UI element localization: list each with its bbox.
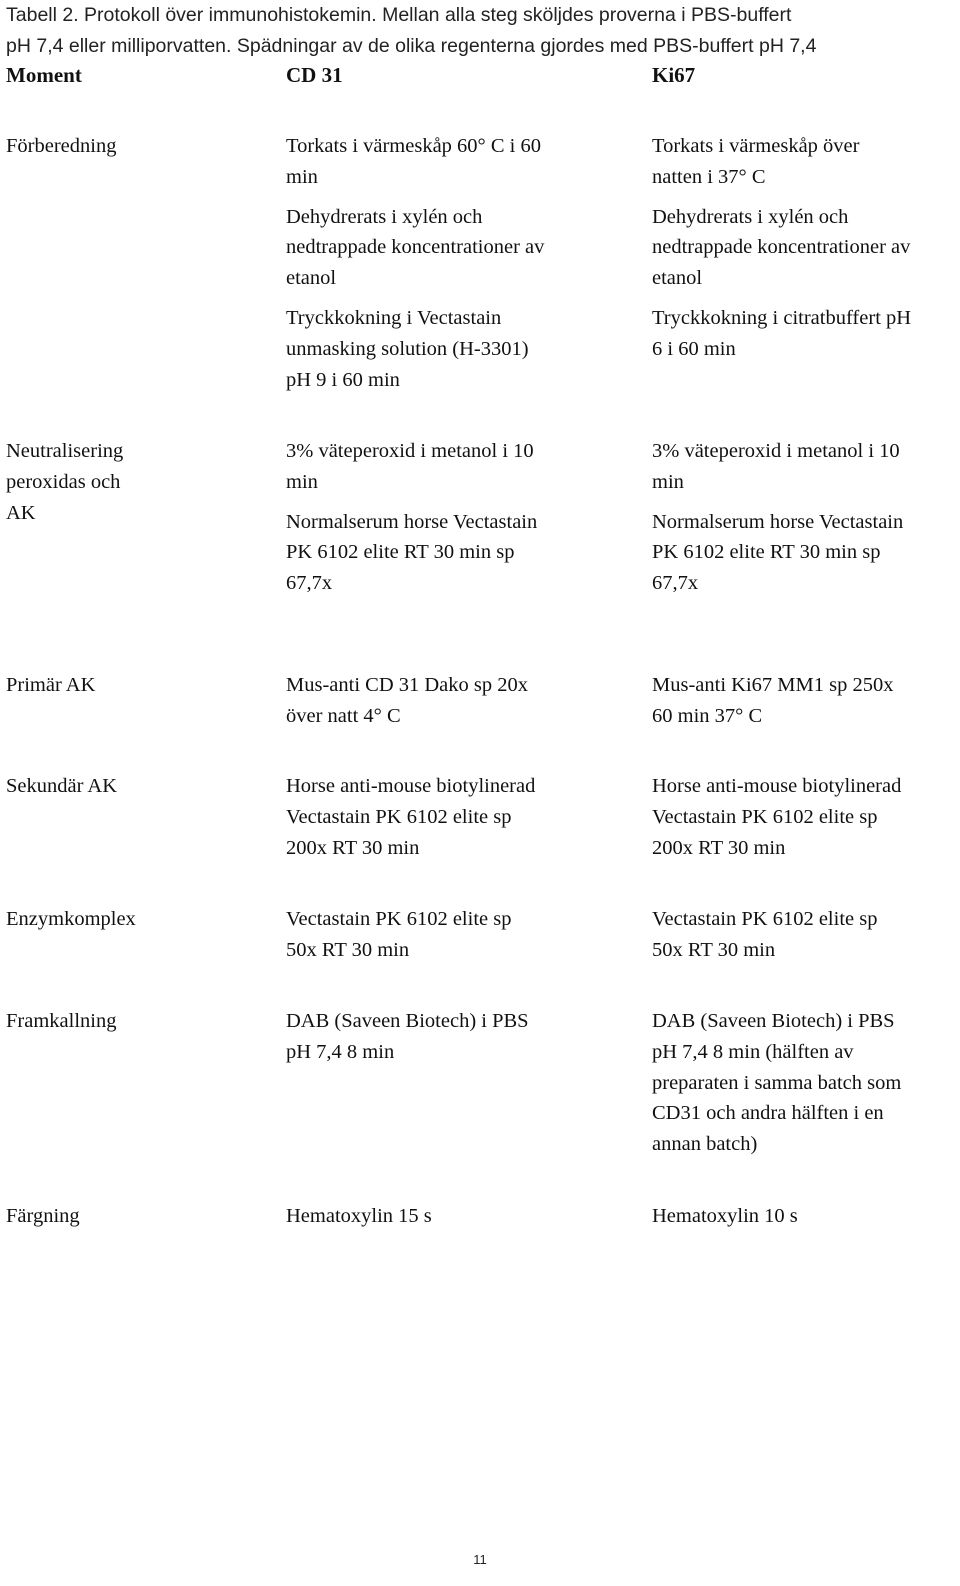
ki67-step-line: 3% väteperoxid i metanol i 10 <box>652 440 900 462</box>
cd31-step-line: Dehydrerats i xylén och <box>286 205 483 228</box>
table-cell-moment <box>6 904 266 935</box>
table-cell-cd31 <box>286 1201 626 1232</box>
table-cell-cd31 <box>286 131 626 395</box>
ki67-step-line: 60 min 37° C <box>652 704 763 727</box>
moment-label-line: Färgning <box>6 1205 80 1227</box>
cd31-step-line: Horse anti-mouse biotylinerad <box>286 775 536 797</box>
cd31-step-line: pH 9 i 60 min <box>286 368 400 391</box>
ki67-step-line: Horse anti-mouse biotylinerad <box>652 775 902 797</box>
ki67-step-line: 67,7x <box>652 572 699 595</box>
header-cd31: CD 31 <box>286 63 343 87</box>
cd31-step-line: Vectastain PK 6102 elite sp <box>286 805 512 828</box>
moment-label-line: Sekundär AK <box>6 775 118 797</box>
table-cell-moment <box>6 436 266 528</box>
ki67-step-line: Normalserum horse Vectastain <box>652 510 904 533</box>
cd31-step-line: 67,7x <box>286 572 333 595</box>
table-cell-cd31 <box>286 1006 626 1068</box>
ki67-step-line: pH 7,4 8 min (hälften av <box>652 1040 854 1063</box>
cd31-step-line: 50x RT 30 min <box>286 938 410 961</box>
cd31-step-line: 200x RT 30 min <box>286 836 420 859</box>
ki67-step-line: 50x RT 30 min <box>652 938 776 961</box>
caption-line-2: pH 7,4 eller milliporvatten. Spädningar av de olika regenterna gjordes med PBS-buffert pH 7,4 <box>6 35 817 57</box>
ki67-step-line: Tryckkokning i citratbuffert pH <box>652 306 912 329</box>
ki67-step-line: Hematoxylin 10 s <box>652 1205 798 1227</box>
table-cell-moment <box>6 1201 266 1232</box>
table-cell-cd31 <box>286 436 626 599</box>
caption-line-1: Tabell 2. Protokoll över immunohistokemin. Mellan alla steg sköljdes proverna i PBS-buffert <box>6 4 792 26</box>
table-cell-ki67 <box>652 670 952 732</box>
table-cell-moment <box>6 670 266 701</box>
table-cell-ki67 <box>652 1201 952 1232</box>
table-cell-ki67 <box>652 436 952 599</box>
cd31-step-line: PK 6102 elite RT 30 min sp <box>286 541 515 564</box>
ki67-step-line: Vectastain PK 6102 elite sp <box>652 805 878 828</box>
moment-label-line: AK <box>6 501 36 524</box>
ki67-step-line: nedtrappade koncentrationer av <box>652 236 911 259</box>
ki67-step-line: PK 6102 elite RT 30 min sp <box>652 541 881 564</box>
moment-label-line: Förberedning <box>6 135 117 157</box>
ki67-step-line: 200x RT 30 min <box>652 836 786 859</box>
cd31-step-line: min <box>286 165 318 188</box>
page-number: 11 <box>473 1552 487 1567</box>
cd31-step-line: Hematoxylin 15 s <box>286 1205 432 1227</box>
cd31-step-line: unmasking solution (H-3301) <box>286 337 529 360</box>
cd31-step-line: min <box>286 470 318 493</box>
cd31-step-line: Mus-anti CD 31 Dako sp 20x <box>286 674 529 696</box>
table-cell-cd31 <box>286 904 626 966</box>
ki67-step-line: CD31 och andra hälften i en <box>652 1102 884 1125</box>
ki67-step-line: Torkats i värmeskåp över <box>652 135 860 157</box>
cd31-step-line: pH 7,4 8 min <box>286 1040 395 1063</box>
moment-label-line: Enzymkomplex <box>6 908 136 930</box>
cd31-step-line: Tryckkokning i Vectastain <box>286 306 502 329</box>
table-cell-cd31 <box>286 670 626 732</box>
table-cell-ki67 <box>652 131 952 365</box>
cd31-step-line: 3% väteperoxid i metanol i 10 <box>286 440 534 462</box>
table-cell-ki67 <box>652 904 952 966</box>
ki67-step-line: preparaten i samma batch som <box>652 1071 902 1094</box>
ki67-step-line: annan batch) <box>652 1133 758 1156</box>
ki67-step-line: 6 i 60 min <box>652 337 736 360</box>
header-ki67: Ki67 <box>652 63 696 87</box>
moment-label-line: Framkallning <box>6 1010 117 1032</box>
table-caption <box>6 0 946 62</box>
table-cell-moment <box>6 131 266 162</box>
ki67-step-line: natten i 37° C <box>652 165 766 188</box>
cd31-step-line: Normalserum horse Vectastain <box>286 510 538 533</box>
table-cell-ki67 <box>652 1006 952 1160</box>
header-moment: Moment <box>6 63 82 87</box>
moment-label-line: peroxidas och <box>6 470 121 493</box>
table-cell-cd31 <box>286 771 626 863</box>
ki67-step-line: Vectastain PK 6102 elite sp <box>652 908 878 930</box>
table-cell-moment <box>6 1006 266 1037</box>
cd31-step-line: DAB (Saveen Biotech) i PBS <box>286 1010 529 1032</box>
cd31-step-line: över natt 4° C <box>286 704 401 727</box>
table-cell-ki67 <box>652 771 952 863</box>
moment-label-line: Primär AK <box>6 674 96 696</box>
cd31-step-line: etanol <box>286 267 337 290</box>
ki67-step-line: Mus-anti Ki67 MM1 sp 250x <box>652 674 894 696</box>
moment-label-line: Neutralisering <box>6 440 124 462</box>
cd31-step-line: Vectastain PK 6102 elite sp <box>286 908 512 930</box>
ki67-step-line: etanol <box>652 267 703 290</box>
cd31-step-line: Torkats i värmeskåp 60° C i 60 <box>286 135 541 157</box>
table-cell-moment <box>6 771 266 802</box>
ki67-step-line: Dehydrerats i xylén och <box>652 205 849 228</box>
cd31-step-line: nedtrappade koncentrationer av <box>286 236 545 259</box>
ki67-step-line: DAB (Saveen Biotech) i PBS <box>652 1010 895 1032</box>
ki67-step-line: min <box>652 470 684 493</box>
